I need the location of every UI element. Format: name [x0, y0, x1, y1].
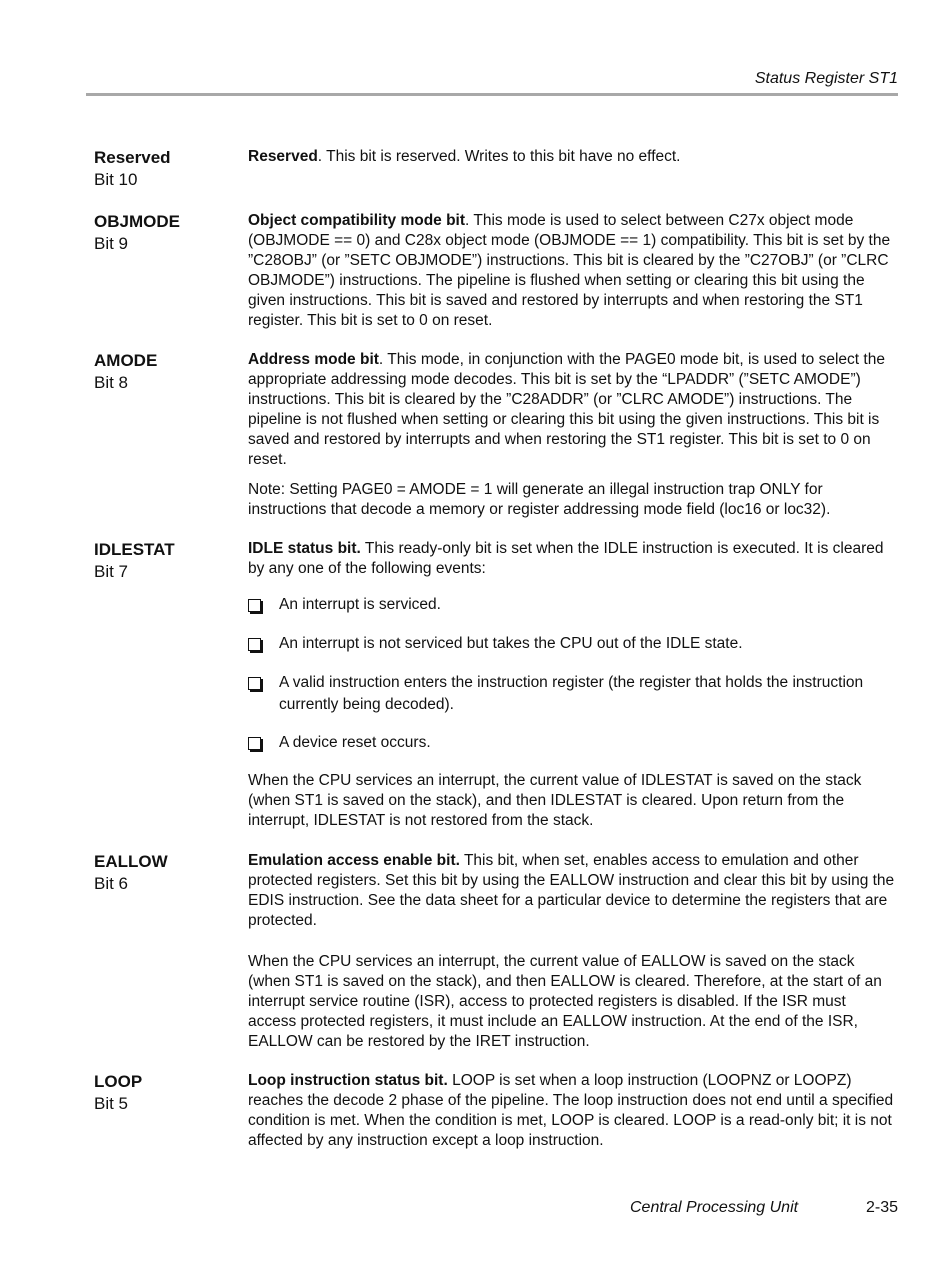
list-item-text: A device reset occurs.: [279, 734, 431, 751]
field-label-loop: [94, 1071, 142, 1115]
field-description-reserved: [248, 147, 896, 167]
header-rule: [86, 93, 898, 96]
field-description-objmode: [248, 211, 896, 331]
eallow-followup: When the CPU services an interrupt, the current value of EALLOW is saved on the stack (when ST1 is saved on the stack), and then EALLOW is cleared. Therefore, at the start of an interrupt service routine (ISR), access to protected registers is disabled. If the ISR must access protected registers, it must include an EALLOW instruction. At the end of the ISR, EALLOW can be restored by the IRET instruction.: [248, 953, 882, 1050]
field-label-amode: [94, 350, 157, 394]
field-bit: Bit 7: [94, 562, 129, 581]
field-text: . This bit is reserved. Writes to this bit have no effect.: [317, 148, 681, 165]
field-label-objmode: [94, 211, 180, 255]
field-name: EALLOW: [94, 852, 168, 871]
field-description-eallow: [248, 851, 896, 931]
running-header: Status Register ST1: [754, 70, 898, 87]
amode-note: Note: Setting PAGE0 = AMODE = 1 will generate an illegal instruction trap ONLY for instructions that decode a memory or register addressing mode field (loc16 or loc32).: [248, 481, 831, 518]
field-lead: Object compatibility mode bit: [248, 212, 466, 229]
checkbox-bullet-icon: [248, 599, 261, 612]
list-item: [248, 672, 896, 716]
field-bit: Bit 5: [94, 1094, 129, 1113]
list-item-text: A valid instruction enters the instruction register (the register that holds the instruction currently being decoded).: [279, 674, 864, 713]
field-label-eallow: [94, 851, 168, 895]
field-name: Reserved: [94, 148, 171, 167]
checkbox-bullet-icon: [248, 737, 261, 750]
field-text: This bit, when set, enables access to emulation and other protected registers. Set this bit by using the EALLOW instruction and clear this bit by using the EDIS instruction. See the data sheet for a particular device to determine the registers that are protected.: [248, 852, 895, 929]
field-name: AMODE: [94, 351, 158, 370]
field-bit: Bit 9: [94, 234, 129, 253]
field-text: LOOP is set when a loop instruction (LOOPNZ or LOOPZ) reaches the decode 2 phase of the pipeline. The loop instruction does not end until a specified condition is met. When the condition is met, LOOP is cleared. LOOP is a read-only bit; it is not affected by any instruction except a loop instruction.: [248, 1072, 894, 1149]
list-item-text: An interrupt is not serviced but takes the CPU out of the IDLE state.: [279, 635, 743, 652]
list-item: [248, 594, 896, 616]
field-lead: IDLE status bit.: [248, 540, 361, 557]
field-text: This ready-only bit is set when the IDLE instruction is executed. It is cleared by any one of the following events:: [248, 540, 884, 577]
field-bit: Bit 8: [94, 373, 129, 392]
field-bit: Bit 6: [94, 874, 129, 893]
field-name: LOOP: [94, 1072, 143, 1091]
field-label-reserved: [94, 147, 171, 191]
idlestat-followup: When the CPU services an interrupt, the current value of IDLESTAT is saved on the stack (when ST1 is saved on the stack), and then IDLESTAT is cleared. Upon return from the interrupt, IDLESTAT is not restored from the stack.: [248, 772, 862, 829]
footer-chapter-title: Central Processing Unit: [630, 1199, 799, 1216]
field-description-amode: [248, 350, 896, 470]
field-lead: Reserved: [248, 148, 318, 165]
field-description-idlestat: [248, 539, 896, 579]
list-item-text: An interrupt is serviced.: [279, 596, 441, 613]
field-lead: Address mode bit: [248, 351, 379, 368]
list-item: [248, 633, 896, 655]
field-description-loop: [248, 1071, 896, 1151]
checkbox-bullet-icon: [248, 638, 261, 651]
field-name: OBJMODE: [94, 212, 180, 231]
list-item: [248, 732, 896, 754]
checkbox-bullet-icon: [248, 677, 261, 690]
field-lead: Emulation access enable bit.: [248, 852, 460, 869]
field-text: . This mode is used to select between C27x object mode (OBJMODE == 0) and C28x object mode (OBJMODE == 1) compatibility. This bit is set by the ”C28OBJ” (or ”SETC OBJMODE”) instructions. This bit is cleared by the ”C27OBJ” (or ”CLRC OBJMODE”) instructions. The pipeline is flushed when setting or clearing this bit using the given instructions. This bit is saved and restored by interrupts and when restoring the ST1 register. This bit is set to 0 on reset.: [248, 212, 891, 329]
field-name: IDLESTAT: [94, 540, 175, 559]
page-number: 2-35: [865, 1199, 898, 1216]
field-bit: Bit 10: [94, 170, 138, 189]
field-lead: Loop instruction status bit.: [248, 1072, 448, 1089]
field-text: . This mode, in conjunction with the PAGE0 mode bit, is used to select the appropriate addressing mode decodes. This bit is set by the “LPADDR” (”SETC AMODE”) instructions. This bit is cleared by the ”C28ADDR” (or ”CLRC AMODE”) instructions. The pipeline is not flushed when setting or clearing this bit using the given instructions. This bit is saved and restored by interrupts and when restoring the ST1 register. This bit is set to 0 on reset.: [248, 351, 885, 468]
field-label-idlestat: [94, 539, 175, 583]
